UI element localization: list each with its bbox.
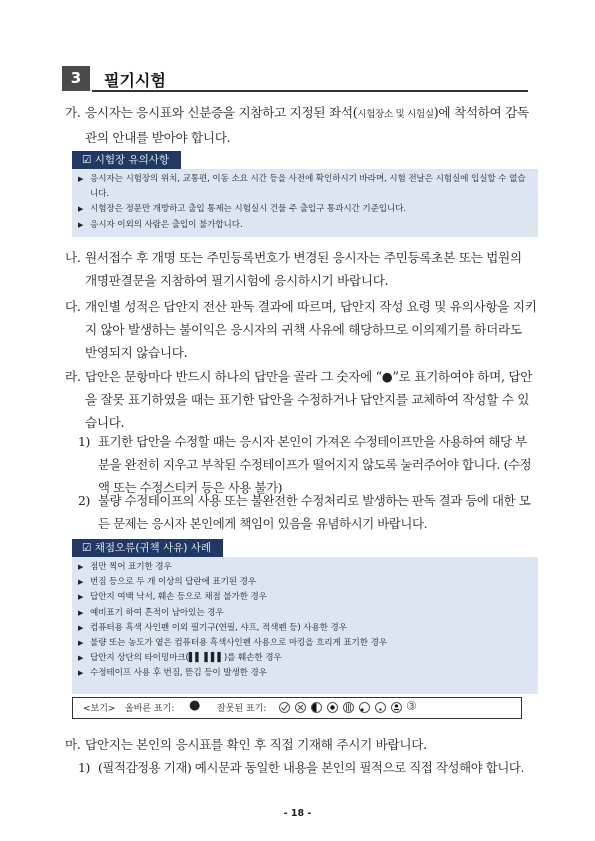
paragraph-marker: 마.	[65, 737, 81, 752]
sub-item-text: 불량 수정테이프의 사용 또는 불완전한 수정처리로 발생하는 판독 결과 등에 대한 모든 문제는 응시자 본인에게 책임이 있음을 유념하시기 바랍니다.	[98, 493, 531, 531]
paragraph-text: 응시자는 응시표와 신분증을 지참하고 지정된 좌석(	[85, 105, 358, 120]
wrong-half-mark-icon	[311, 702, 322, 713]
error-box-title: ☑ 채점오류(귀책 사유) 사례	[72, 539, 223, 557]
wrong-check-mark-icon	[279, 702, 290, 713]
list-item: ▶ 불량 또는 농도가 옅은 컴퓨터용 흑색사인펜 사용으로 마킹을 흐리게 표기한 경우	[78, 636, 530, 651]
wrong-lines-mark-icon	[343, 702, 354, 713]
bullet-triangle-icon: ▶	[78, 639, 84, 648]
paragraph-text: 답안지는 본인의 응시표를 확인 후 직접 기재해 주시기 바랍니다.	[85, 737, 427, 752]
section-divider	[92, 90, 528, 92]
bullet-triangle-icon: ▶	[78, 608, 84, 617]
wrong-partial-fill-mark-icon	[391, 702, 402, 713]
section-header	[62, 66, 528, 92]
paragraph-text-end: )에 착석하여 감독관의 안내를 받아야 합니다.	[85, 105, 529, 145]
paragraph-da	[65, 295, 537, 364]
marking-example	[72, 697, 522, 719]
list-item: ▶ 수정테이프 사용 후 번짐, 뜯김 등이 발생한 경우	[78, 666, 530, 681]
sub-item-text: (필적감정용 기재) 예시문과 동일한 내용을 본인의 필적으로 직접 작성해야 합니다.	[98, 760, 525, 775]
wrong-small-dot-mark-icon	[375, 702, 386, 713]
section-number: 3	[62, 66, 90, 91]
list-item: ▶ 답안지 상단의 타이밍마크(▌▌ ▌▌▌)를 훼손한 경우	[78, 651, 530, 666]
bullet-triangle-icon: ▶	[78, 669, 84, 678]
list-item: ▶ 컴퓨터용 흑색 사인펜 이외 필기구(연필, 샤프, 적색펜 등) 사용한 경우	[78, 621, 530, 636]
sub-item-ma-1	[78, 756, 538, 779]
paragraph-na	[65, 246, 537, 292]
list-item: ▶ 응시자는 시험장의 위치, 교통편, 이동 소요 시간 등을 사전에 확인하시기 바라며, 시험 전날은 시험실에 입실할 수 없습니다.	[78, 174, 526, 200]
sub-item-text: 표기한 답안을 수정할 때는 응시자 본인이 가져온 수정테이프만을 사용하여 해당 부분을 완전히 지우고 부착된 수정테이프가 떨어지지 않도록 눌러주어야 합니다. (수정액 또는 수정스티커 등은 사용 불가)	[98, 434, 532, 495]
error-box	[72, 557, 538, 694]
list-item: ▶ 시험장은 정문만 개방하고 출입 통제는 시험실시 건물 주 출입구 통과시간 기준입니다.	[78, 202, 530, 217]
notice-box-title: ☑ 시험장 유의사항	[72, 151, 181, 169]
wrong-cross-mark-icon	[295, 702, 306, 713]
paragraph-small-text: 시험장소 및 시험실	[357, 109, 434, 120]
paragraph-marker: 나.	[65, 250, 81, 265]
wrong-label: 잘못된 표기:	[217, 704, 267, 714]
paragraph-text: 개인별 성적은 답안지 전산 판독 결과에 따르며, 답안지 작성 요령 및 유의사항을 지키지 않아 발생하는 불이익은 응시자의 귀책 사유에 해당하므로 이의제기를 하더라도 반영되지 않습니다.	[85, 299, 537, 360]
bullet-triangle-icon: ▶	[78, 654, 84, 663]
paragraph-ra	[65, 365, 537, 434]
bullet-triangle-icon: ▶	[78, 593, 84, 602]
list-item: ▶ 예비표기 하여 흔적이 남아있는 경우	[78, 606, 530, 621]
notice-box	[72, 169, 538, 237]
paragraph-marker: 다.	[65, 299, 81, 314]
paragraph-marker: 가.	[65, 105, 81, 120]
paragraph-text: 원서접수 후 개명 또는 주민등록번호가 변경된 응시자는 주민등록초본 또는 법원의 개명판결문을 지참하여 필기시험에 응시하시기 바랍니다.	[85, 250, 522, 288]
correct-label: 올바른 표기:	[125, 704, 175, 714]
paragraph-text: 답안은 문항마다 반드시 하나의 답만을 골라 그 숫자에 “●”로 표기하여야 하며, 답안을 잘못 표기하였을 때는 표기한 답안을 수정하거나 답안지를 교체하여 작성할 수 있습니다.	[85, 369, 533, 430]
list-item: ▶ 점만 찍어 표기한 경우	[78, 560, 530, 575]
list-item: ▶ 번짐 등으로 두 개 이상의 답란에 표기된 경우	[78, 575, 530, 590]
sub-item-marker: 1)	[78, 760, 90, 775]
paragraph-marker: 라.	[65, 369, 81, 384]
paragraph-ga	[65, 101, 537, 149]
page-number: - 18 -	[283, 808, 312, 819]
bullet-triangle-icon: ▶	[78, 220, 84, 229]
bullet-triangle-icon: ▶	[78, 175, 84, 183]
list-item: ▶ 답안지 여백 낙서, 훼손 등으로 채점 불가한 경우	[78, 590, 530, 605]
wrong-corner-dot-mark-icon	[359, 702, 370, 713]
bullet-triangle-icon: ▶	[78, 563, 84, 571]
paragraph-ma	[65, 733, 537, 756]
sub-item-marker: 2)	[78, 493, 90, 508]
wrong-number-three-icon: ③	[406, 699, 417, 713]
section-title: 필기시험	[104, 71, 166, 90]
example-label: <보기>	[83, 704, 116, 714]
bullet-triangle-icon: ▶	[78, 623, 84, 632]
list-item: ▶ 응시자 이외의 사람은 출입이 불가합니다.	[78, 218, 530, 233]
sub-item-marker: 1)	[78, 434, 90, 449]
bullet-triangle-icon: ▶	[78, 578, 84, 587]
bullet-triangle-icon: ▶	[78, 205, 84, 214]
sub-item-ra-2	[78, 489, 538, 535]
correct-mark-icon: ●	[189, 698, 201, 713]
wrong-dot-mark-icon	[327, 702, 338, 713]
